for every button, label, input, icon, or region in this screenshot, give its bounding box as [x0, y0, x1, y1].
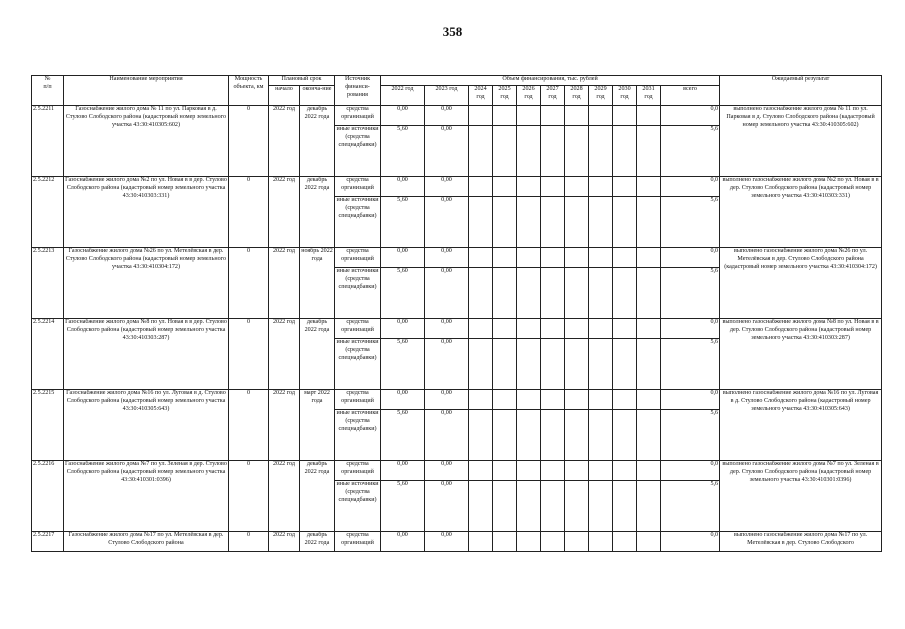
expected-result: выполнено газоснабжение жилого дома №17 по ул. Метелёвская в дер. Стулово Слободского — [720, 532, 882, 552]
value-2027 — [541, 532, 565, 552]
value-2027 — [541, 177, 565, 197]
value-2029 — [589, 319, 613, 339]
capacity-value: 0 — [229, 248, 269, 319]
start-date: 2022 год — [269, 390, 300, 461]
value-2022: 5,60 — [381, 410, 425, 461]
value-2028 — [565, 319, 589, 339]
value-2028 — [565, 481, 589, 532]
source-organizations: средства организаций — [335, 461, 381, 481]
value-2031 — [637, 390, 661, 410]
value-total: 5,6 — [661, 197, 720, 248]
measure-name: Газоснабжение жилого дома №16 по ул. Луговая в д. Стулово Слободского района (кадастровый номер земельного участка 43:30:410305:643) — [64, 390, 229, 461]
value-2024 — [469, 126, 493, 177]
value-2028 — [565, 339, 589, 390]
value-2023: 0,00 — [425, 319, 469, 339]
header-result: Ожидаемый результат — [720, 76, 882, 106]
source-organizations: средства организаций — [335, 248, 381, 268]
value-2028 — [565, 126, 589, 177]
value-2025 — [493, 481, 517, 532]
value-2026 — [517, 248, 541, 268]
table-row — [32, 461, 882, 481]
financing-plan-table — [31, 75, 882, 552]
header-capacity: Мощность объекта, км — [229, 76, 269, 106]
value-2025 — [493, 319, 517, 339]
value-2022: 0,00 — [381, 532, 425, 552]
value-2022: 5,60 — [381, 481, 425, 532]
value-2026 — [517, 461, 541, 481]
value-2027 — [541, 481, 565, 532]
value-2027 — [541, 339, 565, 390]
end-date: март 2022 года — [300, 390, 335, 461]
start-date: 2022 год — [269, 106, 300, 177]
table-header — [32, 76, 882, 106]
value-2029 — [589, 339, 613, 390]
table-row — [32, 248, 882, 268]
measure-name: Газоснабжение жилого дома №17 по ул. Метелёвская в дер. Стулово Слободского района — [64, 532, 229, 552]
value-2023: 0,00 — [425, 177, 469, 197]
value-2023: 0,00 — [425, 532, 469, 552]
source-other: иные источники (средства спецнадбавки) — [335, 268, 381, 319]
value-2030 — [613, 197, 637, 248]
source-other: иные источники (средства спецнадбавки) — [335, 481, 381, 532]
value-2026 — [517, 319, 541, 339]
value-2025 — [493, 268, 517, 319]
value-2028 — [565, 177, 589, 197]
value-2029 — [589, 177, 613, 197]
capacity-value: 0 — [229, 390, 269, 461]
value-2031 — [637, 410, 661, 461]
value-2031 — [637, 106, 661, 126]
value-2030 — [613, 177, 637, 197]
header-year-2031: 2031 год — [637, 86, 661, 106]
expected-result: выполнено газоснабжение жилого дома №7 по ул. Зеленая в дер. Стулово Слободского района (кадастровый номер земельного участка 43:30:410301:0396) — [720, 461, 882, 532]
value-2026 — [517, 410, 541, 461]
source-organizations: средства организаций — [335, 106, 381, 126]
value-2023: 0,00 — [425, 268, 469, 319]
header-source: Источник финанси-рования — [335, 76, 381, 106]
value-2022: 0,00 — [381, 319, 425, 339]
value-2023: 0,00 — [425, 390, 469, 410]
capacity-value: 0 — [229, 461, 269, 532]
measure-name: Газоснабжение жилого дома №26 по ул. Метелёвская в дер. Стулово Слободского района (кадастровый номер земельного участка 43:30:410304:172) — [64, 248, 229, 319]
value-2030 — [613, 339, 637, 390]
value-2029 — [589, 248, 613, 268]
value-2026 — [517, 390, 541, 410]
start-date: 2022 год — [269, 177, 300, 248]
value-2024 — [469, 248, 493, 268]
start-date: 2022 год — [269, 461, 300, 532]
value-2024 — [469, 268, 493, 319]
expected-result: выполнено газоснабжение жилого дома №16 по ул. Луговая в д. Стулово Слободского района (кадастровый номер земельного участка 43:30:410305:643) — [720, 390, 882, 461]
value-2030 — [613, 126, 637, 177]
value-2022: 0,00 — [381, 248, 425, 268]
header-year-2027: 2027 год — [541, 86, 565, 106]
row-number: 2.5.2211 — [32, 106, 64, 177]
value-2030 — [613, 319, 637, 339]
row-number: 2.5.2215 — [32, 390, 64, 461]
value-2025 — [493, 126, 517, 177]
expected-result: выполнено газоснабжение жилого дома №8 по ул. Новая в в дер. Стулово Слободского района (кадастровый номер земельного участка 43:30:410303:287) — [720, 319, 882, 390]
value-2024 — [469, 106, 493, 126]
value-2022: 0,00 — [381, 461, 425, 481]
value-total: 0,0 — [661, 106, 720, 126]
value-2023: 0,00 — [425, 106, 469, 126]
value-2027 — [541, 268, 565, 319]
value-2029 — [589, 268, 613, 319]
measure-name: Газоснабжение жилого дома № 11 по ул. Парковая в д. Стулово Слободского района (кадастровый номер земельного участка 43:30:410305:602) — [64, 106, 229, 177]
value-total: 0,0 — [661, 461, 720, 481]
row-number: 2.5.2217 — [32, 532, 64, 552]
row-number: 2.5.2212 — [32, 177, 64, 248]
value-total: 5,6 — [661, 339, 720, 390]
header-name: Наименование мероприятия — [64, 76, 229, 106]
header-total: всего — [661, 86, 720, 106]
end-date: ноябрь 2022 года — [300, 248, 335, 319]
value-2022: 0,00 — [381, 177, 425, 197]
value-2029 — [589, 481, 613, 532]
header-end: оконча-ние — [300, 86, 335, 106]
header-year-2026: 2026 год — [517, 86, 541, 106]
value-2027 — [541, 390, 565, 410]
end-date: декабрь 2022 года — [300, 177, 335, 248]
expected-result: выполнено газоснабжение жилого дома №2 по ул. Новая в в дер. Стулово Слободского района (кадастровый номер земельного участка 43:30:410303:331) — [720, 177, 882, 248]
value-2024 — [469, 481, 493, 532]
header-year-2022: 2022 год — [381, 86, 425, 106]
value-2024 — [469, 410, 493, 461]
value-2027 — [541, 410, 565, 461]
value-2029 — [589, 410, 613, 461]
value-2023: 0,00 — [425, 461, 469, 481]
value-2025 — [493, 197, 517, 248]
value-total: 5,6 — [661, 268, 720, 319]
value-total: 5,6 — [661, 126, 720, 177]
value-2030 — [613, 248, 637, 268]
value-2031 — [637, 197, 661, 248]
end-date: декабрь 2022 года — [300, 106, 335, 177]
value-2028 — [565, 268, 589, 319]
value-2024 — [469, 390, 493, 410]
source-other: иные источники (средства спецнадбавки) — [335, 126, 381, 177]
value-2022: 5,60 — [381, 268, 425, 319]
capacity-value: 0 — [229, 177, 269, 248]
header-year-2024: 2024 год — [469, 86, 493, 106]
value-2025 — [493, 106, 517, 126]
table-row — [32, 319, 882, 339]
start-date: 2022 год — [269, 319, 300, 390]
value-2025 — [493, 461, 517, 481]
capacity-value: 0 — [229, 319, 269, 390]
source-other: иные источники (средства спецнадбавки) — [335, 197, 381, 248]
value-2028 — [565, 410, 589, 461]
value-2024 — [469, 177, 493, 197]
value-2025 — [493, 177, 517, 197]
header-year-2030: 2030 год — [613, 86, 637, 106]
value-2023: 0,00 — [425, 197, 469, 248]
value-2029 — [589, 532, 613, 552]
value-2024 — [469, 339, 493, 390]
value-2026 — [517, 481, 541, 532]
value-2031 — [637, 532, 661, 552]
value-2025 — [493, 339, 517, 390]
value-2026 — [517, 106, 541, 126]
value-2028 — [565, 197, 589, 248]
value-2024 — [469, 461, 493, 481]
value-2031 — [637, 126, 661, 177]
value-2028 — [565, 248, 589, 268]
value-total: 0,0 — [661, 177, 720, 197]
value-2031 — [637, 481, 661, 532]
header-year-2023: 2023 год — [425, 86, 469, 106]
header-year-2028: 2028 год — [565, 86, 589, 106]
value-2030 — [613, 410, 637, 461]
end-date: декабрь 2022 года — [300, 532, 335, 552]
value-2022: 5,60 — [381, 126, 425, 177]
header-financing: Объем финансирования, тыс. рублей — [381, 76, 720, 86]
value-2028 — [565, 390, 589, 410]
value-2026 — [517, 177, 541, 197]
table-row — [32, 532, 882, 552]
value-2023: 0,00 — [425, 126, 469, 177]
value-2026 — [517, 532, 541, 552]
value-total: 0,0 — [661, 532, 720, 552]
value-2024 — [469, 197, 493, 248]
value-2025 — [493, 532, 517, 552]
value-2025 — [493, 248, 517, 268]
end-date: декабрь 2022 года — [300, 319, 335, 390]
header-start: начало — [269, 86, 300, 106]
value-2023: 0,00 — [425, 410, 469, 461]
value-2031 — [637, 177, 661, 197]
value-2029 — [589, 106, 613, 126]
capacity-value: 0 — [229, 532, 269, 552]
row-number: 2.5.2213 — [32, 248, 64, 319]
value-2027 — [541, 106, 565, 126]
value-2027 — [541, 319, 565, 339]
value-2026 — [517, 268, 541, 319]
source-other: иные источники (средства спецнадбавки) — [335, 410, 381, 461]
value-total: 0,0 — [661, 248, 720, 268]
value-2030 — [613, 268, 637, 319]
value-2028 — [565, 532, 589, 552]
measure-name: Газоснабжение жилого дома №7 по ул. Зеленая в дер. Стулово Слободского района (кадастровый номер земельного участка 43:30:410301:0396) — [64, 461, 229, 532]
value-2024 — [469, 532, 493, 552]
value-total: 5,6 — [661, 410, 720, 461]
value-total: 5,6 — [661, 481, 720, 532]
header-year-2029: 2029 год — [589, 86, 613, 106]
value-2029 — [589, 197, 613, 248]
measure-name: Газоснабжение жилого дома №2 по ул. Новая в в дер. Стулово Слободского района (кадастровый номер земельного участка 43:30:410303:331) — [64, 177, 229, 248]
value-2029 — [589, 390, 613, 410]
value-2030 — [613, 532, 637, 552]
value-2022: 5,60 — [381, 197, 425, 248]
value-2029 — [589, 461, 613, 481]
value-2031 — [637, 248, 661, 268]
value-2027 — [541, 461, 565, 481]
value-2031 — [637, 319, 661, 339]
header-year-2025: 2025 год — [493, 86, 517, 106]
expected-result: выполнено газоснабжение жилого дома №26 по ул. Метелёвская в дер. Стулово Слободского района (кадастровый номер земельного участка 43:30:410304:172) — [720, 248, 882, 319]
start-date: 2022 год — [269, 532, 300, 552]
source-organizations: средства организаций — [335, 390, 381, 410]
capacity-value: 0 — [229, 106, 269, 177]
value-2027 — [541, 248, 565, 268]
source-organizations: средства организаций — [335, 532, 381, 552]
value-2029 — [589, 126, 613, 177]
page-number: 358 — [442, 24, 463, 39]
row-number: 2.5.2216 — [32, 461, 64, 532]
value-2025 — [493, 410, 517, 461]
value-2022: 0,00 — [381, 390, 425, 410]
expected-result: выполнено газоснабжение жилого дома № 11 по ул. Парковая в д. Стулово Слободского района (кадастровый номер земельного участка 43:30:410305:602) — [720, 106, 882, 177]
value-2026 — [517, 126, 541, 177]
value-2027 — [541, 126, 565, 177]
value-2024 — [469, 319, 493, 339]
value-2028 — [565, 106, 589, 126]
value-2023: 0,00 — [425, 481, 469, 532]
source-other: иные источники (средства спецнадбавки) — [335, 339, 381, 390]
value-2031 — [637, 339, 661, 390]
table-row — [32, 177, 882, 197]
value-2022: 0,00 — [381, 106, 425, 126]
row-number: 2.5.2214 — [32, 319, 64, 390]
header-num: № п/п — [32, 76, 64, 106]
value-2030 — [613, 106, 637, 126]
value-2026 — [517, 197, 541, 248]
value-2030 — [613, 390, 637, 410]
value-2027 — [541, 197, 565, 248]
value-2031 — [637, 461, 661, 481]
value-total: 0,0 — [661, 390, 720, 410]
header-planned-term: Плановый срок — [269, 76, 335, 86]
value-2026 — [517, 339, 541, 390]
value-2025 — [493, 390, 517, 410]
measure-name: Газоснабжение жилого дома №8 по ул. Новая в в дер. Стулово Слободского района (кадастровый номер земельного участка 43:30:410303:287) — [64, 319, 229, 390]
start-date: 2022 год — [269, 248, 300, 319]
table-body — [32, 106, 882, 552]
value-2023: 0,00 — [425, 339, 469, 390]
table-row — [32, 106, 882, 126]
value-2030 — [613, 461, 637, 481]
value-2030 — [613, 481, 637, 532]
value-total: 0,0 — [661, 319, 720, 339]
value-2028 — [565, 461, 589, 481]
value-2023: 0,00 — [425, 248, 469, 268]
source-organizations: средства организаций — [335, 319, 381, 339]
end-date: декабрь 2022 года — [300, 461, 335, 532]
value-2031 — [637, 268, 661, 319]
source-organizations: средства организаций — [335, 177, 381, 197]
table-row — [32, 390, 882, 410]
value-2022: 5,60 — [381, 339, 425, 390]
